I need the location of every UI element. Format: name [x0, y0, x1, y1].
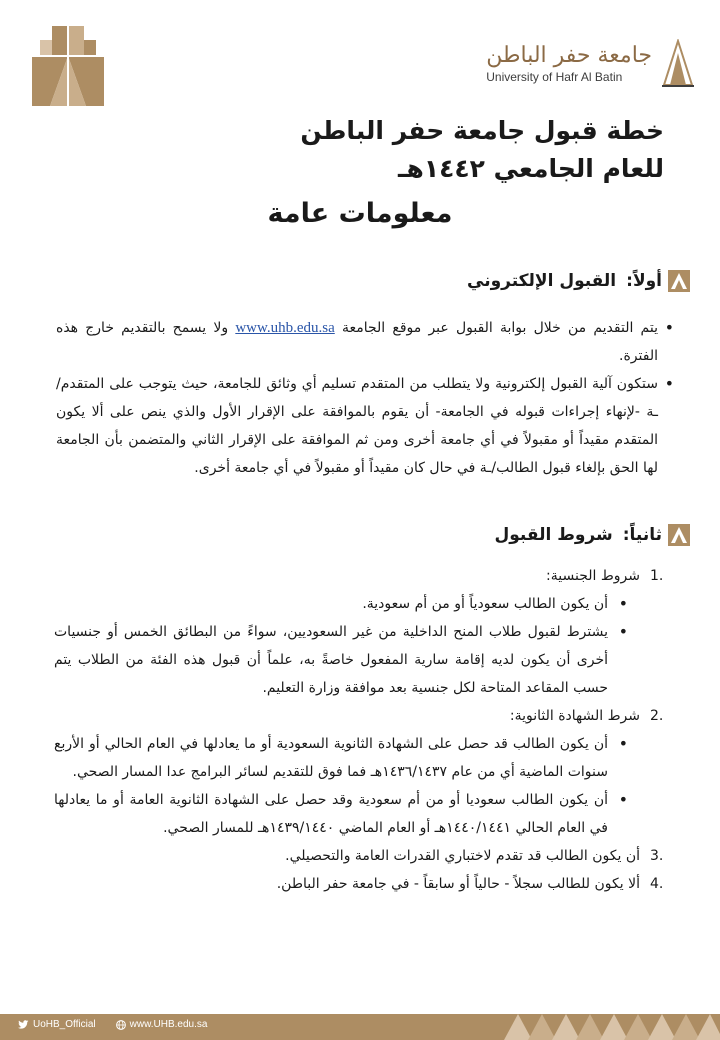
section-1-prefix: أولاً:	[626, 271, 662, 291]
university-website-link[interactable]: www.uhb.edu.sa	[235, 320, 335, 336]
title-line-2: للعام الجامعي ١٤٤٢هـ	[397, 154, 664, 183]
list-item	[56, 314, 674, 370]
twitter-icon	[18, 1020, 29, 1030]
page-title	[300, 112, 664, 188]
twitter-handle: UoHB_Official	[33, 1019, 96, 1030]
corner-logo	[32, 26, 104, 106]
triangle-bullet-icon	[668, 270, 690, 292]
subtitle: معلومات عامة	[262, 198, 459, 229]
section-heading-1	[463, 270, 690, 292]
condition-label: أن يكون الطالب قد تقدم لاختباري القدرات العامة والتحصيلي.	[285, 848, 640, 864]
section-2-title: شروط القبول	[490, 525, 616, 545]
footer-twitter[interactable]	[18, 1019, 96, 1030]
condition-item	[54, 870, 680, 898]
condition-item	[54, 702, 680, 842]
list-item: • أن يكون الطالب سعوديا أو من أم سعودية وقد حصل على الشهادة الثانوية العامة أو ما يعادلها في العام الحالي ١٤٤٠/١٤٤١هـ أو العام الماضي ١٤٣٩/١٤٤٠هـ للمسار الصحي.	[54, 786, 628, 842]
section-1-bullets	[56, 314, 674, 482]
section-2-prefix: ثانياً:	[622, 525, 662, 545]
university-emblem-icon	[658, 39, 698, 89]
section-1-title: القبول الإلكتروني	[463, 271, 620, 291]
item-number: 2.	[650, 708, 664, 724]
condition-label: شرط الشهادة الثانوية:	[509, 708, 640, 724]
condition-label: شروط الجنسية:	[546, 568, 640, 584]
condition-item	[54, 842, 680, 870]
condition-label: ألا يكون للطالب سجلاً - حالياً أو سابقاً - في جامعة حفر الباطن.	[276, 876, 640, 892]
footer-website[interactable]	[116, 1019, 208, 1030]
university-name-ar: جامعة حفر الباطن	[486, 43, 652, 68]
subtitle-wrap	[0, 198, 720, 229]
section-heading-2	[490, 524, 690, 546]
item-number: 3.	[650, 848, 664, 864]
sub-bullets	[54, 590, 628, 702]
list-item: • أن يكون الطالب سعودياً أو من أم سعودية.	[54, 590, 628, 618]
condition-item	[54, 562, 680, 702]
globe-icon	[116, 1020, 126, 1030]
website-url: www.UHB.edu.sa	[129, 1019, 208, 1030]
item-number: 4.	[650, 876, 664, 892]
sub-bullets	[54, 730, 628, 842]
item-number: 1.	[650, 568, 664, 584]
list-item: • ستكون آلية القبول إلكترونية ولا يتطلب من المتقدم تسليم أي وثائق للجامعة، حيث يتوجب على المتقدم/ـة -لإنهاء إجراءات قبوله في الجامعة- أن يقوم بالموافقة على الإقرار الأول والذي ينص على ألا يكون المتقدم مقيداً أو مقبولاً في أي جامعة أخرى ومن ثم الموافقة على الإقرار الثاني والمتضمن بأن الجامعة لها الحق بإلغاء قبول الطالب/ـة في حال كان مقيداً أو مقبولاً في أي جامعة أخرى.	[56, 370, 674, 482]
triangle-bullet-icon	[668, 524, 690, 546]
list-item: • يشترط لقبول طلاب المنح الداخلية من غير السعوديين، سواءً من البطائق الخمس أو جنسيات أخرى أن يكون لديه إقامة سارية المفعول خاصةً به، علماً أن قبول هذه الفئة من الطلاب يتم حسب المقاعد المتاحة لكل جنسية بعد موافقة وزارة التعليم.	[54, 618, 628, 702]
university-logo	[486, 36, 698, 92]
admission-conditions-list	[54, 562, 680, 898]
bullet-1-text-end: ولا يسمح بالتقديم خارج هذه الفترة.	[56, 320, 658, 364]
university-name-en: University of Hafr Al Batin	[486, 70, 623, 84]
list-item: • أن يكون الطالب قد حصل على الشهادة الثانوية السعودية أو ما يعادلها في العام الحالي أو الأربع سنوات الماضية أي من عام ١٤٣٦/١٤٣٧هـ فما فوق للتقديم لسائر البرامج عدا المسار الصحي.	[54, 730, 628, 786]
footer-decoration	[504, 998, 720, 1040]
bullet-1-text-start: يتم التقديم من خلال بوابة القبول عبر موقع الجامعة	[341, 320, 658, 336]
title-line-1: خطة قبول جامعة حفر الباطن	[300, 116, 664, 145]
footer-contacts	[18, 1019, 207, 1030]
